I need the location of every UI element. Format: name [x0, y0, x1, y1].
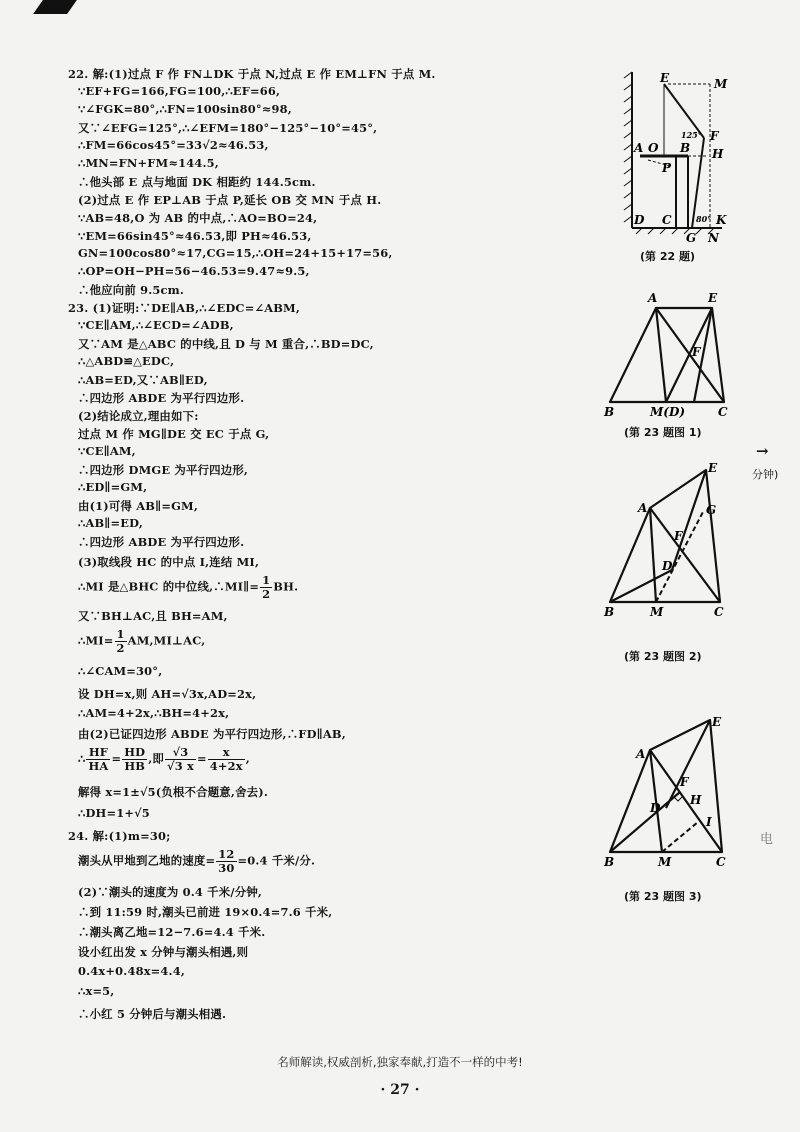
label-e: E	[708, 461, 718, 475]
figure-23-3-diagram	[600, 712, 736, 872]
label-d: D	[650, 801, 661, 815]
text-line: ∵∠FGK=80°,∴FN=100sin80°≈98,	[78, 102, 292, 116]
text-line: ∴x=5,	[78, 984, 115, 998]
text-line: 由(2)已证四边形 ABDE 为平行四边形,∴FD∥AB,	[78, 727, 346, 741]
text-line: 由(1)可得 AB∥=GM,	[78, 499, 198, 513]
text-line: ∴DH=1+√5	[78, 806, 150, 820]
frac-num: 12	[218, 847, 235, 861]
text-line: (2)∵潮头的速度为 0.4 千米/分钟,	[78, 885, 263, 899]
text-line-speed	[78, 848, 315, 875]
figure-22-caption: (第 22 题)	[640, 250, 696, 263]
equals: =	[111, 751, 122, 766]
frac-num: x	[208, 746, 245, 760]
label-f: F	[680, 775, 689, 789]
figure-22-diagram	[618, 68, 738, 244]
half-fraction	[115, 628, 127, 655]
label-m: M	[714, 77, 728, 91]
label-a: A	[636, 747, 646, 761]
label-c: C	[714, 605, 724, 619]
text-line: ∴AB∥=ED,	[78, 516, 144, 530]
label-e: E	[708, 291, 718, 305]
dashed-mg	[656, 510, 704, 602]
mi-lead: ∴MI 是△BHC 的中位线,∴MI∥=	[78, 579, 260, 594]
label-b: B	[604, 855, 615, 869]
text-line-mi	[78, 574, 298, 601]
text-line: ∴小红 5 分钟后与潮头相遇.	[78, 1007, 227, 1021]
text-line: ∴四边形 ABDE 为平行四边形.	[78, 535, 245, 549]
label-m: M	[658, 855, 672, 869]
label-i: I	[706, 815, 712, 829]
footer-slogan: 名师解读,权威剖析,独家奉献,打造不一样的中考!	[277, 1055, 523, 1069]
text-line: 又∵AM 是△ABC 的中线,且 D 与 M 重合,∴BD=DC,	[78, 337, 374, 351]
text-line: 23. (1)证明:∵DE∥AB,∴∠EDC=∠ABM,	[68, 301, 301, 315]
frac-den: 2	[262, 587, 271, 601]
label-g: G	[686, 231, 697, 244]
label-h: H	[690, 793, 702, 807]
text-line: GN=100cos80°≈17,CG=15,∴OH=24+15+17=56,	[78, 246, 393, 260]
label-n: N	[708, 231, 719, 244]
text-line: ∴他应向前 9.5cm.	[78, 283, 185, 297]
outline	[610, 470, 720, 602]
text-line: ∴FM=66cos45°=33√2≈46.53,	[78, 138, 269, 152]
label-p: P	[662, 161, 672, 175]
segment-ed	[666, 720, 710, 808]
text-line: 设小红出发 x 分钟与潮头相遇,则	[78, 945, 249, 959]
segment-am	[656, 308, 666, 402]
ji-text: ,即	[148, 751, 165, 766]
text-line: ∵CE∥AM,	[78, 444, 136, 458]
text-line: ∴OP=OH−PH=56−46.53=9.47≈9.5,	[78, 264, 310, 278]
label-m: M	[650, 605, 664, 619]
label-f: F	[674, 529, 683, 543]
frac-num: HD	[124, 745, 146, 759]
corner-scan-mark	[33, 0, 77, 14]
label-e: E	[660, 71, 670, 85]
segment-bd	[610, 570, 672, 602]
figure-23-2-diagram	[600, 460, 736, 620]
label-c: C	[662, 213, 672, 227]
label-md: M(D)	[650, 405, 686, 418]
speed-fraction	[216, 848, 236, 875]
speed-tail: =0.4 千米/分.	[237, 853, 316, 868]
hf-ha-fraction	[86, 746, 110, 773]
label-c: C	[716, 855, 726, 869]
text-line: (2)过点 E 作 EP⊥AB 于点 P,延长 OB 交 MN 于点 H.	[78, 193, 382, 207]
equals: =	[196, 751, 207, 766]
root3-fraction	[165, 746, 196, 773]
side-bleed-text: 电	[760, 832, 774, 847]
text-line: ∴潮头离乙地=12−7.6=4.4 千米.	[78, 925, 266, 939]
wall-hatching	[624, 72, 632, 222]
text-line: 又∵BH⊥AC,且 BH=AM,	[78, 609, 228, 623]
half-fraction	[260, 574, 272, 601]
frac-den: 4+2x	[209, 759, 243, 773]
label-b: B	[680, 141, 691, 155]
text-line: ∴∠CAM=30°,	[78, 664, 163, 678]
segment-ac	[650, 508, 720, 602]
text-line: ∴四边形 ABDE 为平行四边形.	[78, 391, 245, 405]
text-line: 0.4x+0.48x=4.4,	[78, 964, 186, 978]
frac-num: √3	[165, 746, 196, 760]
text-line: ∴MN=FN+FM≈144.5,	[78, 156, 219, 170]
label-b: B	[604, 405, 615, 418]
text-line: 解得 x=1±√5(负根不合题意,舍去).	[78, 785, 268, 799]
label-angle-80: 80°	[696, 214, 712, 224]
text-line: ∵CE∥AM,∴∠ECD=∠ADB,	[78, 318, 234, 332]
text-line: ∴AB=ED,又∵AB∥ED,	[78, 373, 208, 387]
label-f: F	[692, 345, 701, 359]
label-a: A	[634, 141, 644, 155]
label-g: G	[706, 503, 717, 517]
right-angle-mark	[674, 797, 682, 801]
text-line: 过点 M 作 MG∥DE 交 EC 于点 G,	[78, 427, 270, 441]
frac-den: 2	[116, 641, 125, 655]
text-line: ∵AB=48,O 为 AB 的中点,∴AO=BO=24,	[78, 211, 318, 225]
mi-half-lead: ∴MI=	[78, 633, 114, 648]
label-angle-125: 125°	[681, 130, 702, 140]
side-note: 分钟)	[752, 468, 779, 481]
label-o: O	[648, 141, 659, 155]
segment-ed	[672, 470, 706, 570]
label-h: H	[712, 147, 724, 161]
speed-lead: 潮头从甲地到乙地的速度=	[78, 853, 216, 868]
label-e: E	[712, 715, 722, 729]
text-line-mi-half	[78, 628, 205, 655]
frac-den: HB	[124, 759, 146, 773]
frac-num: 1	[262, 573, 271, 587]
dashed-mi	[662, 822, 698, 852]
frac-den: HA	[88, 759, 109, 773]
figure-23-1-diagram	[600, 290, 736, 418]
text-line: ∴到 11:59 时,潮头已前进 19×0.4=7.6 千米,	[78, 905, 333, 919]
label-d: D	[662, 559, 673, 573]
frac-num: HF	[86, 746, 110, 760]
frac-den: 30	[218, 861, 235, 875]
label-k: K	[716, 213, 727, 227]
text-line: ∵EM=66sin45°≈46.53,即 PH≈46.53,	[78, 229, 312, 243]
text-line-ratio	[78, 746, 250, 773]
side-arrow-icon: →	[756, 442, 769, 460]
label-f: F	[710, 129, 719, 143]
text-line: ∴△ABD≌△EDC,	[78, 354, 175, 368]
page-number: · 27 ·	[380, 1082, 420, 1098]
figure-23-1-caption: (第 23 题图 1)	[624, 426, 702, 439]
text-line: 24. 解:(1)m=30;	[68, 829, 171, 843]
figure-23-2-caption: (第 23 题图 2)	[624, 650, 702, 663]
x-fraction	[208, 746, 245, 773]
segment-bh	[610, 792, 680, 852]
text-line: ∴ED∥=GM,	[78, 480, 148, 494]
text-line: (3)取线段 HC 的中点 I,连结 MI,	[78, 555, 260, 569]
figure-23-3-caption: (第 23 题图 3)	[624, 890, 702, 903]
frac-num: 1	[116, 627, 125, 641]
mi-tail: BH.	[273, 579, 299, 594]
label-d: D	[634, 213, 645, 227]
text-line: ∴他头部 E 点与地面 DK 相距约 144.5cm.	[78, 175, 316, 189]
text-line: 又∵∠EFG=125°,∴∠EFM=180°−125°−10°=45°,	[78, 121, 378, 135]
label-a: A	[648, 291, 658, 305]
label-b: B	[604, 605, 615, 619]
label-c: C	[718, 405, 728, 418]
mi-ac-tail: AM,MI⊥AC,	[127, 633, 206, 648]
text-line: ∴AM=4+2x,∴BH=4+2x,	[78, 706, 230, 720]
text-line: 设 DH=x,则 AH=√3x,AD=2x,	[78, 687, 257, 701]
text-line: ∵EF+FG=166,FG=100,∴EF=66,	[78, 84, 281, 98]
outline	[610, 720, 722, 852]
segment-am	[650, 508, 656, 602]
ratio-lead: ∴	[78, 751, 86, 766]
hd-hb-fraction	[122, 746, 147, 773]
text-line: (2)结论成立,理由如下:	[78, 409, 199, 423]
frac-den: √3 x	[167, 759, 194, 773]
text-line: 22. 解:(1)过点 F 作 FN⊥DK 于点 N,过点 E 作 EM⊥FN 于点 M.	[68, 67, 436, 81]
comma: ,	[245, 751, 250, 766]
text-line: ∴四边形 DMGE 为平行四边形,	[78, 463, 249, 477]
label-a: A	[638, 501, 648, 515]
